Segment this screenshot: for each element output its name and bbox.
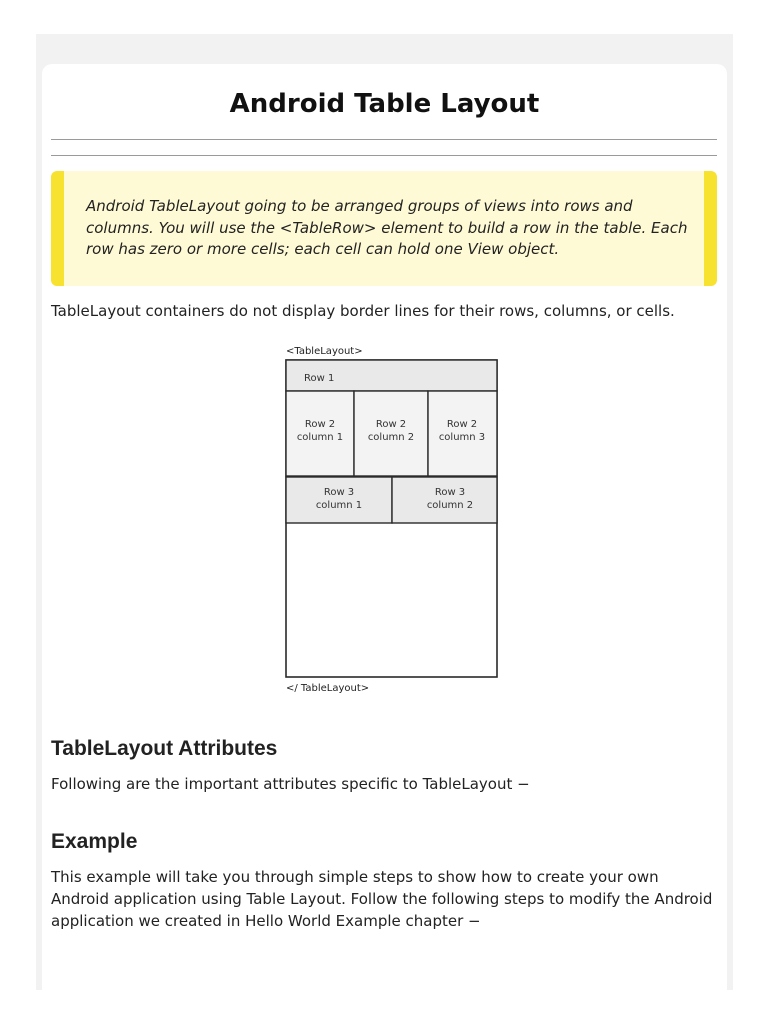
title-divider-top: [51, 139, 717, 140]
diagram-row2-col3-line1: Row 2: [446, 419, 478, 430]
table-layout-diagram: [280, 340, 505, 700]
diagram-open-tag: <TableLayout>: [286, 346, 363, 357]
intro-callout: [51, 171, 717, 286]
diagram-svg: [280, 340, 505, 700]
diagram-close-tag: </ TableLayout>: [286, 683, 370, 694]
title-divider-bottom: [51, 155, 717, 156]
section-text-attributes: Following are the important attributes specific to TableLayout −: [51, 775, 530, 793]
diagram-row3-col1-line1: Row 3: [323, 487, 355, 498]
diagram-row2-col2-line2: column 2: [367, 432, 415, 443]
diagram-row2-col1-line1: Row 2: [304, 419, 336, 430]
section-heading-attributes: TableLayout Attributes: [51, 737, 278, 760]
section-text-example: This example will take you through simple steps to show how to create your own Android application using Table Layout. Follow the following steps to modify the Android application we created in Hello World Example chapter −: [51, 868, 713, 930]
diagram-row1-label: Row 1: [304, 373, 335, 384]
intro-paragraph: TableLayout containers do not display border lines for their rows, columns, or cells.: [51, 302, 675, 320]
diagram-row2-col3-line2: column 3: [438, 432, 486, 443]
diagram-row3-col2-line2: column 2: [426, 500, 474, 511]
section-heading-example: Example: [51, 830, 138, 853]
callout-text: Android TableLayout going to be arranged groups of views into rows and columns. You will use the <TableRow> element to build a row in the table. Each row has zero or more cells; each cell can hold one View object.: [86, 197, 688, 259]
diagram-row3-col1-line2: column 1: [315, 500, 363, 511]
page-title: Android Table Layout: [229, 89, 540, 119]
diagram-row2-col2-line1: Row 2: [375, 419, 407, 430]
diagram-row3-col2-line1: Row 3: [434, 487, 466, 498]
diagram-row2-col1-line2: column 1: [296, 432, 344, 443]
